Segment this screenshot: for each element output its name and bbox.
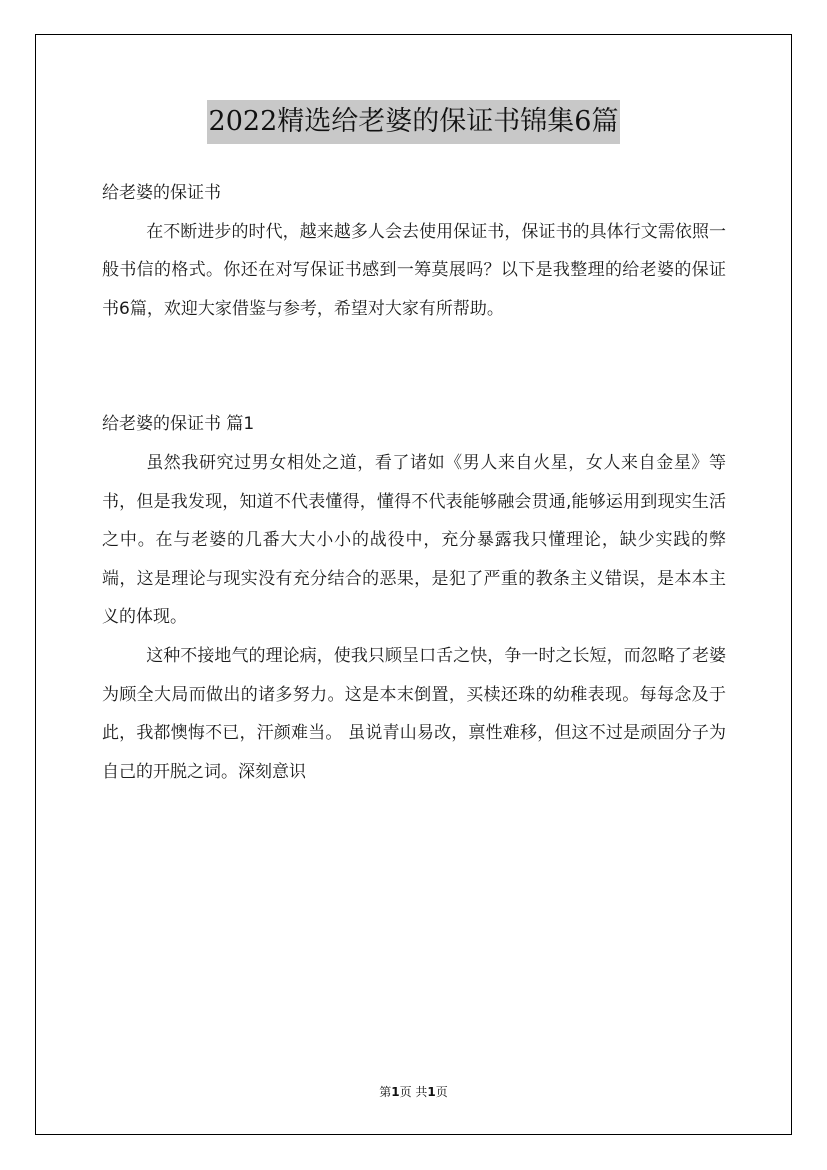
section1-heading: 给老婆的保证书 篇1 (102, 414, 255, 435)
section-gap (102, 328, 726, 405)
title-container (0, 100, 827, 144)
footer-suffix: 页 (435, 1085, 448, 1099)
document-body (102, 174, 726, 791)
section1-paragraph-2: 这种不接地气的理论病，使我只顾呈口舌之快，争一时之长短，而忽略了老婆为顾全大局而做出的诸多努力。这是本末倒置，买椟还珠的幼稚表现。每每念及于此，我都懊悔不已，汗颜难当。 虽说青山易改，禀性难移，但这不过是顽固分子为自己的开脱之词。深刻意识 (102, 645, 726, 782)
document-title: 2022精选给老婆的保证书锦集6篇 (207, 100, 621, 144)
footer-current-page: 1 (391, 1085, 400, 1099)
footer-mid: 页 共 (399, 1085, 428, 1099)
intro-heading: 给老婆的保证书 (102, 183, 221, 203)
footer-prefix: 第 (379, 1085, 392, 1099)
intro-paragraph: 在不断进步的时代，越来越多人会去使用保证书，保证书的具体行文需依照一般书信的格式。你还在对写保证书感到一筹莫展吗？以下是我整理的给老婆的保证书6篇，欢迎大家借鉴与参考，希望对大家有所帮助。 (102, 221, 726, 319)
section1-paragraph-1: 虽然我研究过男女相处之道，看了诸如《男人来自火星，女人来自金星》等书，但是我发现，知道不代表懂得，懂得不代表能够融会贯通,能够运用到现实生活之中。在与老婆的几番大大小小的战役中，充分暴露我只懂理论，缺少实践的弊端，这是理论与现实没有充分结合的恶果，是犯了严重的教条主义错误，是本本主义的体现。 (102, 452, 726, 628)
footer-total-pages: 1 (427, 1085, 436, 1099)
page-footer (0, 1083, 827, 1100)
